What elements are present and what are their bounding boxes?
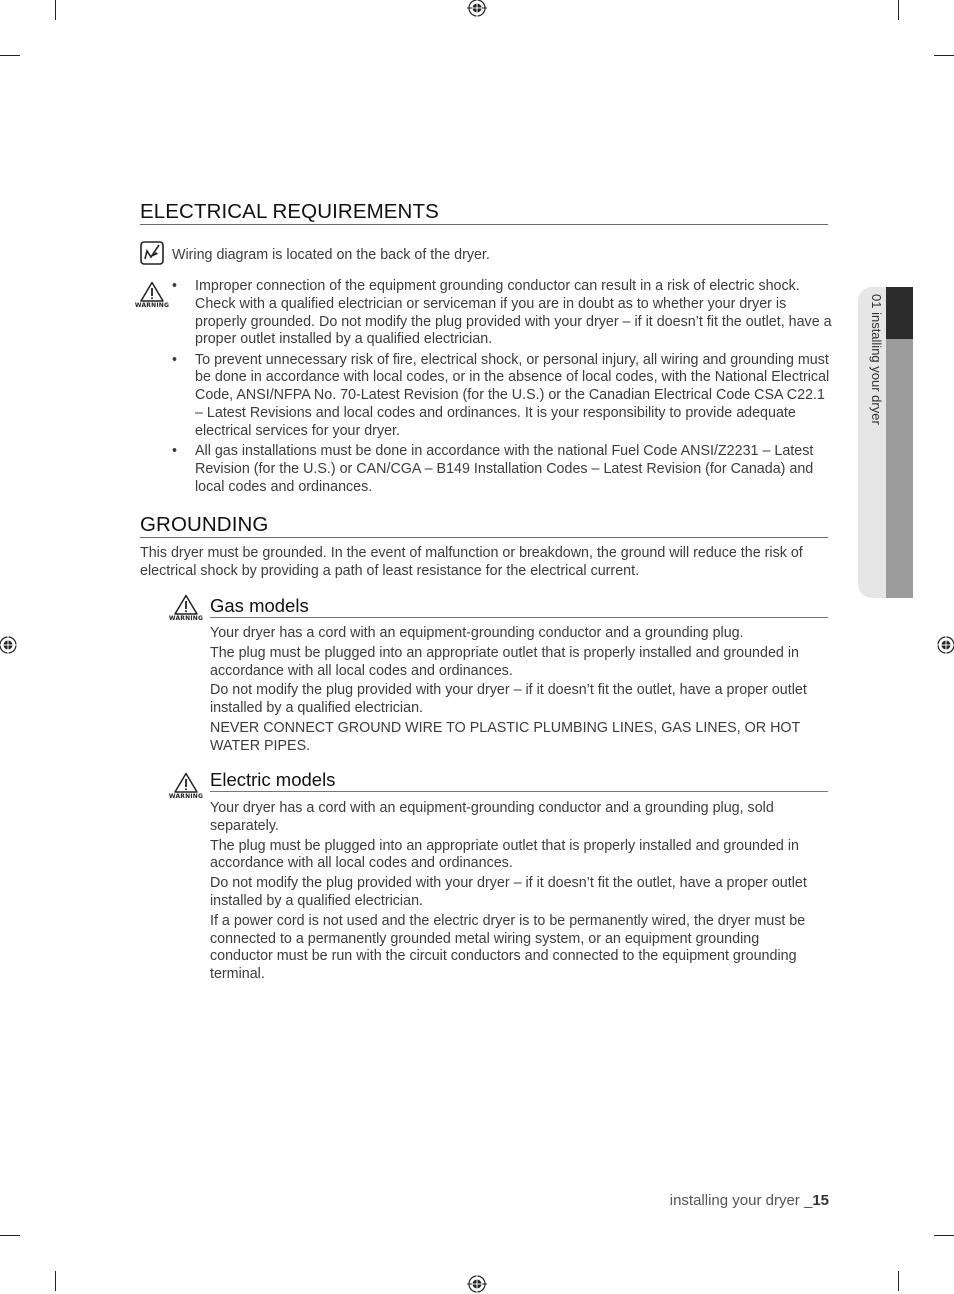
paragraph: If a power cord is not used and the electric dryer is to be permanently wired, the dryer must be connected to a permanently grounded metal wiring system, or an equipment grounding conductor must be run with the circuit conductors and connected to the equipment grounding terminal. (210, 912, 806, 983)
paragraph: The plug must be plugged into an appropriate outlet that is properly installed and grounded in accordance with all local codes and ordinances. (210, 644, 799, 679)
warning-symbol (166, 772, 206, 800)
electrical-title: ELECTRICAL REQUIREMENTS (140, 200, 439, 223)
grounding-title: GROUNDING (140, 513, 269, 536)
crop-mark (0, 1235, 20, 1236)
wiring-note: Wiring diagram is located on the back of the dryer. (172, 247, 490, 263)
chapter-tab-strip (886, 339, 913, 598)
bullet: • (172, 443, 178, 460)
section-divider (140, 224, 828, 225)
chapter-tab-active-block (886, 287, 913, 339)
page-footer (670, 1192, 829, 1209)
paragraph: Your dryer has a cord with an equipment-grounding conductor and a grounding plug, sold separately. (210, 800, 774, 834)
registration-mark-icon (467, 1274, 487, 1294)
gas-models-title: Gas models (210, 595, 309, 616)
warning-icon (174, 594, 198, 615)
grounding-intro: This dryer must be grounded. In the event of malfunction or breakdown, the ground will reduce the risk of electrical shock by providing a path of least resistance for the electrical current. (140, 545, 803, 579)
gas-models-body (210, 625, 830, 758)
electric-models-body (210, 800, 820, 986)
crop-mark (55, 0, 56, 20)
crop-mark (0, 55, 20, 56)
electric-models-title: Electric models (210, 769, 336, 790)
registration-mark-icon (467, 0, 487, 18)
warning-symbol (166, 594, 206, 622)
paragraph: NEVER CONNECT GROUND WIRE TO PLASTIC PLUMBING LINES, GAS LINES, OR HOT WATER PIPES. (210, 719, 800, 754)
paragraph: Your dryer has a cord with an equipment-grounding conductor and a grounding plug. (210, 625, 744, 641)
paragraph: The plug must be plugged into an appropriate outlet that is properly installed and grounded in accordance with all local codes and ordinances. (210, 837, 799, 872)
paragraph: Do not modify the plug provided with your dryer – if it doesn’t fit the outlet, have a proper outlet installed by a qualified electrician. (210, 875, 807, 909)
bullet: • (172, 278, 178, 294)
crop-mark (55, 1271, 56, 1291)
page-number: 15 (812, 1192, 829, 1209)
note-icon (140, 241, 164, 265)
list-item: • Improper connection of the equipment grounding conductor can result in a risk of electric shock. Check with a qualified electrician or serviceman if you are in doubt as to whether your dryer is properly grounded. Do not modify the plug provided with your dryer – if it doesn’t fit the outlet, have a proper outlet installed by a qualified electrician. (172, 278, 832, 348)
warning-icon (174, 772, 198, 793)
section-divider (140, 537, 828, 538)
list-item: • All gas installations must be done in accordance with the national Fuel Code ANSI/Z2231 – Latest Revision (for the U.S.) or CAN/CGA – B149 Installation Codes – Latest Revision (for Canada) and local codes and ordinances. (172, 443, 814, 495)
bullet: • (172, 351, 178, 368)
warning-label: WARNING (168, 615, 204, 622)
warning-label: WARNING (134, 302, 170, 309)
crop-mark (934, 1235, 954, 1236)
crop-mark (898, 0, 899, 20)
subsection-divider (210, 791, 828, 792)
registration-mark-icon (936, 635, 954, 655)
electrical-bullet-list (172, 278, 832, 499)
chapter-tab-label: 01 installing your dryer (869, 294, 884, 425)
registration-mark-icon (0, 635, 18, 655)
paragraph: Do not modify the plug provided with your dryer – if it doesn’t fit the outlet, have a proper outlet installed by a qualified electrician. (210, 682, 807, 717)
list-item: • To prevent unnecessary risk of fire, electrical shock, or personal injury, all wiring and grounding must be done in accordance with local codes, or in the absence of local codes, with the National Electrical Code, ANSI/NFPA No. 70-Latest Revision (for the U.S.) or the Canadian Electrical Code CSA C22.1 – Latest Revisions and local codes and ordinances. It is your responsibility to provide adequate electrical services for your dryer. (172, 351, 830, 439)
crop-mark (898, 1271, 899, 1291)
warning-symbol (132, 281, 172, 309)
footer-text: installing your dryer _ (669, 1192, 813, 1209)
subsection-divider (210, 617, 828, 618)
crop-mark (934, 55, 954, 56)
warning-label: WARNING (168, 793, 204, 800)
warning-icon (140, 281, 164, 302)
